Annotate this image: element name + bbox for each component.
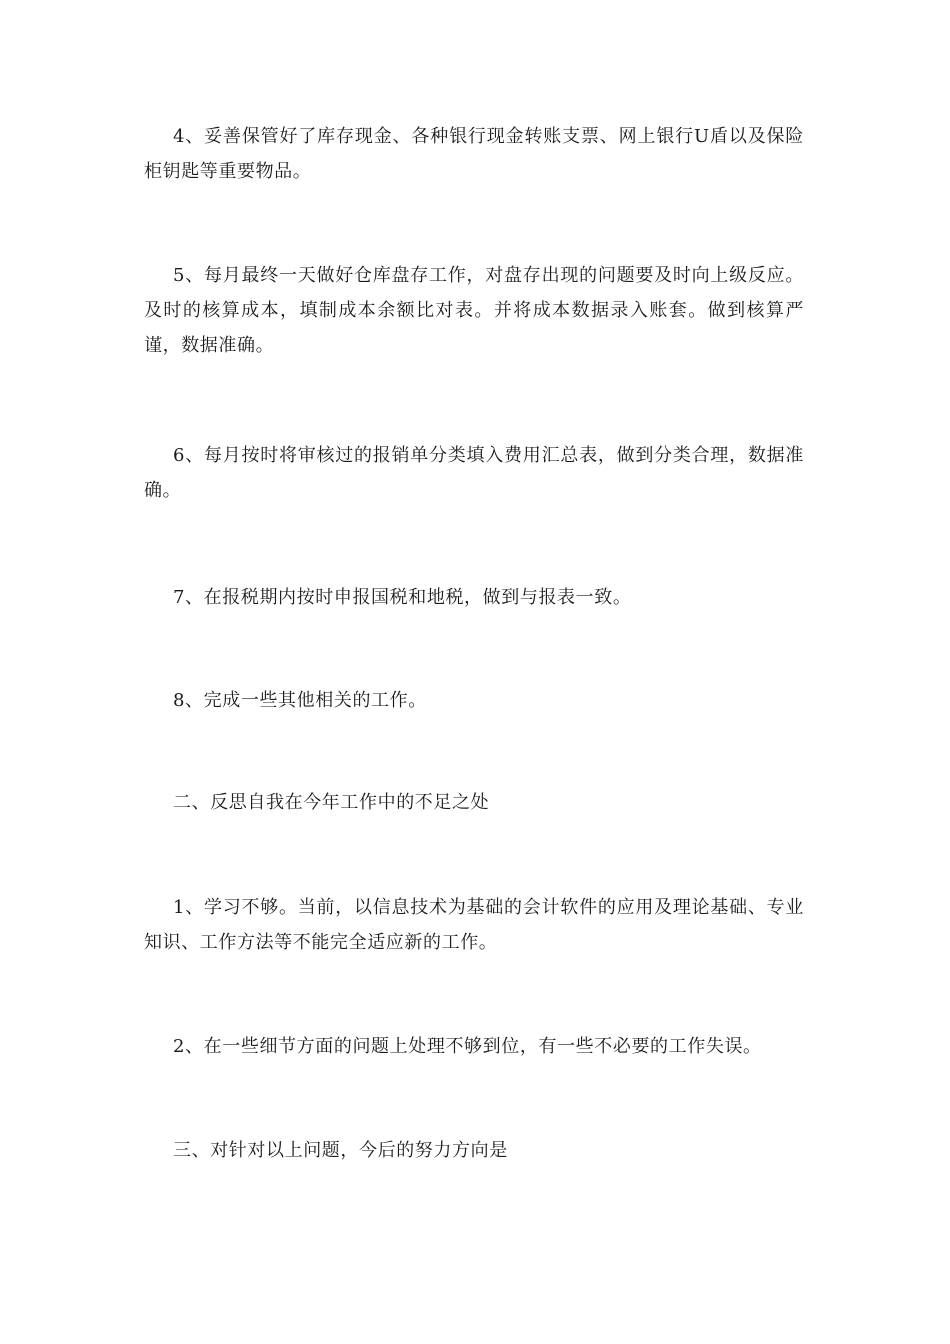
paragraph-item-6-expense-summary: 6、每月按时将审核过的报销单分类填入费用汇总表，做到分类合理，数据准确。 <box>144 445 804 501</box>
paragraph-item-5-inventory: 5、每月最终一天做好仓库盘存工作，对盘存出现的问题要及时向上级反应。及时的核算成本，填制成本余额比对表。并将成本数据录入账套。做到核算严谨，数据准确。 <box>144 265 804 356</box>
paragraph-item-8-other-work: 8、完成一些其他相关的工作。 <box>173 690 427 711</box>
section-heading-shortcomings: 二、反思自我在今年工作中的不足之处 <box>173 792 490 813</box>
section-heading-improvement: 三、对针对以上问题，今后的努力方向是 <box>173 1140 508 1161</box>
paragraph-item-7-tax-filing: 7、在报税期内按时申报国税和地税，做到与报表一致。 <box>173 587 632 608</box>
paragraph-shortcoming-1: 1、学习不够。当前，以信息技术为基础的会计软件的应用及理论基础、专业知识、工作方法等不能完全适应新的工作。 <box>144 897 804 953</box>
paragraph-shortcoming-2: 2、在一些细节方面的问题上处理不够到位，有一些不必要的工作失误。 <box>173 1036 762 1057</box>
paragraph-item-4-safekeeping: 4、妥善保管好了库存现金、各种银行现金转账支票、网上银行U盾以及保险柜钥匙等重要物品。 <box>144 126 804 182</box>
